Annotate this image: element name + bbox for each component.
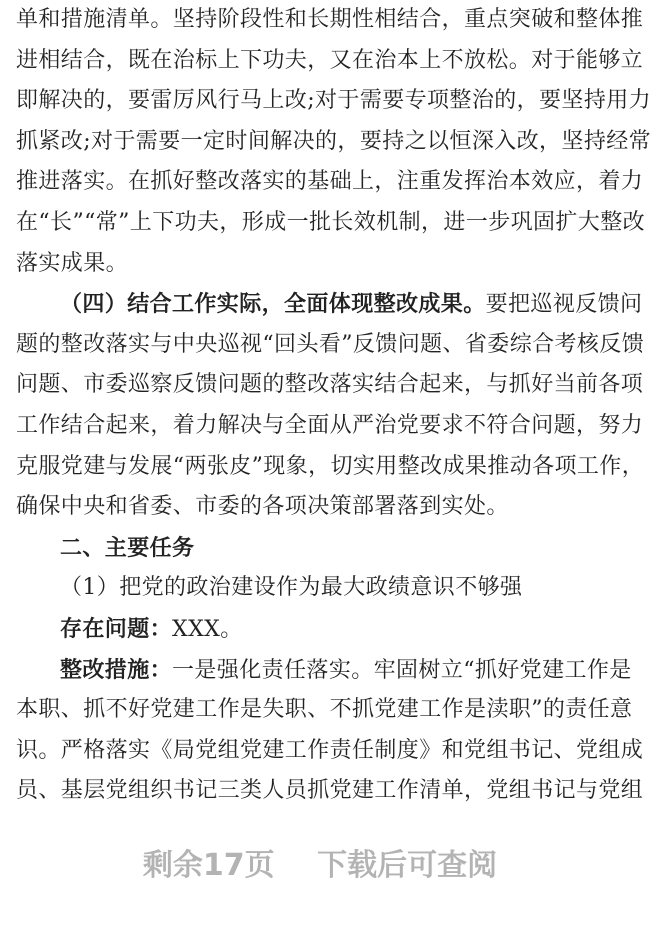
measures-first-rest: 一是强化责任落实。牢固树立“抓好党建工作是 (172, 657, 632, 683)
text-line: 克服党建与发展“两张皮”现象，切实用整改成果推动各项工作， (16, 453, 645, 479)
measures-paragraph (16, 650, 644, 812)
problem-line (16, 609, 626, 650)
text-line: 员、基层党组织书记三类人员抓党建工作清单，党组书记与党组 (16, 778, 644, 804)
download-to-view-label: 下载后可查阅 (317, 848, 498, 883)
text-line (16, 650, 632, 691)
text-line: 推进落实。在抓好整改落实的基础上，注重发挥治本效应，着力 (16, 169, 644, 195)
text-line: 单和措施清单。坚持阶段性和长期性相结合，重点突破和整体推 (16, 7, 644, 32)
remaining-pages-label: 剩余17页 (142, 848, 275, 883)
remaining-pages-banner (0, 838, 640, 894)
problem-value: XXX。 (172, 616, 243, 642)
paragraph-lead-rest: 要把巡视反馈问 (485, 292, 643, 318)
text-line: 问题、市委巡察反馈问题的整改落实结合起来，与抓好当前各项 (16, 372, 644, 398)
text-line (16, 284, 643, 325)
text-line: 在“长”“常”上下功夫，形成一批长效机制，进一步巩固扩大整改 (16, 209, 645, 235)
text-line: 确保中央和省委、市委的各项决策部署落到实处。 (16, 494, 509, 520)
paragraph-lead-bold: （四）结合工作实际，全面体现整改成果。 (60, 291, 486, 318)
text-line: 抓紧改;对于需要一定时间解决的，要持之以恒深入改，坚持经常 (16, 128, 651, 154)
text-line: 题的整改落实与中央巡视“回头看”反馈问题、省委综合考核反馈 (16, 331, 645, 357)
task-item-title: （1）把党的政治建设作为最大政绩意识不够强 (60, 575, 523, 601)
problem-label: 存在问题： (60, 615, 173, 642)
text-line: 识。严格落实《局党组党建工作责任制度》和党组书记、党组成 (16, 737, 644, 763)
paragraph-four (16, 284, 645, 528)
text-line: 工作结合起来，着力解决与全面从严治党要求不符合问题，努力 (16, 412, 644, 438)
text-line: 进相结合，既在治标上下功夫，又在治本上不放松。对于能够立 (16, 47, 644, 73)
paragraph-continuation (16, 0, 651, 284)
text-line: 本职、抓不好党建工作是失职、不抓党建工作是渎职”的责任意 (16, 697, 633, 723)
text-line: 落实成果。 (16, 250, 129, 276)
document-body (16, 0, 651, 812)
measures-label: 整改措施： (60, 656, 173, 683)
section-heading: 二、主要任务 (60, 534, 195, 561)
text-line: 即解决的，要雷厉风行马上改;对于需要专项整治的，要坚持用力 (16, 88, 651, 114)
